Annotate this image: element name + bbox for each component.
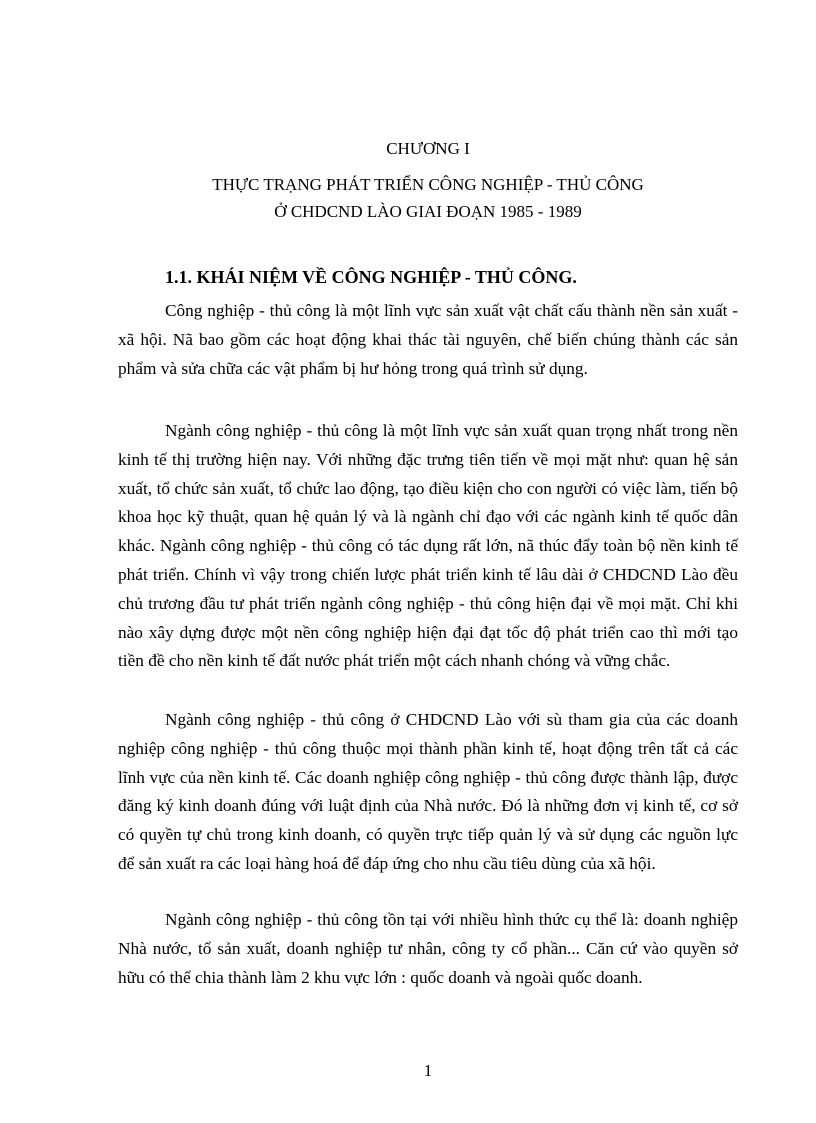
paragraph-2: Ngành công nghiệp - thủ công là một lĩnh vực sản xuất quan trọng nhất trong nền kinh tế thị trường hiện nay. Với những đặc trưng tiên tiến về mọi mặt như: quan hệ sản xuất, tổ chức sản xuất, tổ chức lao động, tạo điều kiện cho con người có việc làm, tiến bộ khoa học kỹ thuật, quan hệ quản lý và là ngành chỉ đạo với các ngành kinh tế quốc dân khác. Ngành công nghiệp - thủ công có tác dụng rất lớn, nã thúc đẩy toàn bộ nền kinh tế phát triển. Chính vì vậy trong chiến lược phát triển kinh tế lâu dài ở CHDCND Lào đều chủ trương đầu tư phát triển ngành công nghiệp - thủ công hiện đại về mọi mặt. Chỉ khi nào xây dựng được một nền công nghiệp hiện đại đạt tốc độ phát triển cao thì mới tạo tiền đề cho nền kinh tế đất nước phát triển một cách nhanh chóng và vững chắc. — [118, 421, 738, 671]
chapter-title-line-2: Ở CHDCND LÀO GIAI ĐOẠN 1985 - 1989 — [274, 202, 582, 221]
chapter-label: CHƯƠNG I — [386, 139, 470, 158]
paragraph-3: Ngành công nghiệp - thủ công ở CHDCND Lào với sù tham gia của các doanh nghiệp công nghiệp - thủ công thuộc mọi thành phần kinh tế, hoạt động trên tất cả các lĩnh vực của nền kinh tế. Các doanh nghiệp công nghiệp - thủ công được thành lập, được đăng ký kinh doanh đúng với luật định của Nhà nước. Đó là những đơn vị kinh tế, cơ sở có quyền tự chủ trong kinh doanh, có quyền trực tiếp quản lý và sử dụng các nguồn lực để sản xuất ra các loại hàng hoá để đáp ứng cho nhu cầu tiêu dùng của xã hội. — [118, 710, 738, 873]
page-number: 1 — [423, 1061, 433, 1080]
paragraph-4: Ngành công nghiệp - thủ công tồn tại với nhiều hình thức cụ thể là: doanh nghiệp Nhà nước, tổ sản xuất, doanh nghiệp tư nhân, công ty cổ phần... Căn cứ vào quyền sở hữu có thể chia thành làm 2 khu vực lớn : quốc doanh và ngoài quốc doanh. — [118, 910, 738, 987]
chapter-title-line-1: THỰC TRẠNG PHÁT TRIỂN CÔNG NGHIỆP - THỦ CÔNG — [212, 175, 644, 194]
section-heading: 1.1. KHÁI NIỆM VỀ CÔNG NGHIỆP - THỦ CÔNG. — [165, 267, 577, 287]
paragraph-1: Công nghiệp - thủ công là một lĩnh vực sản xuất vật chất cấu thành nền sản xuất - xã hội. Nã bao gồm các hoạt động khai thác tài nguyên, chế biến chúng thành các sản phẩm và sửa chữa các vật phẩm bị hư hỏng trong quá trình sử dụng. — [118, 301, 738, 378]
